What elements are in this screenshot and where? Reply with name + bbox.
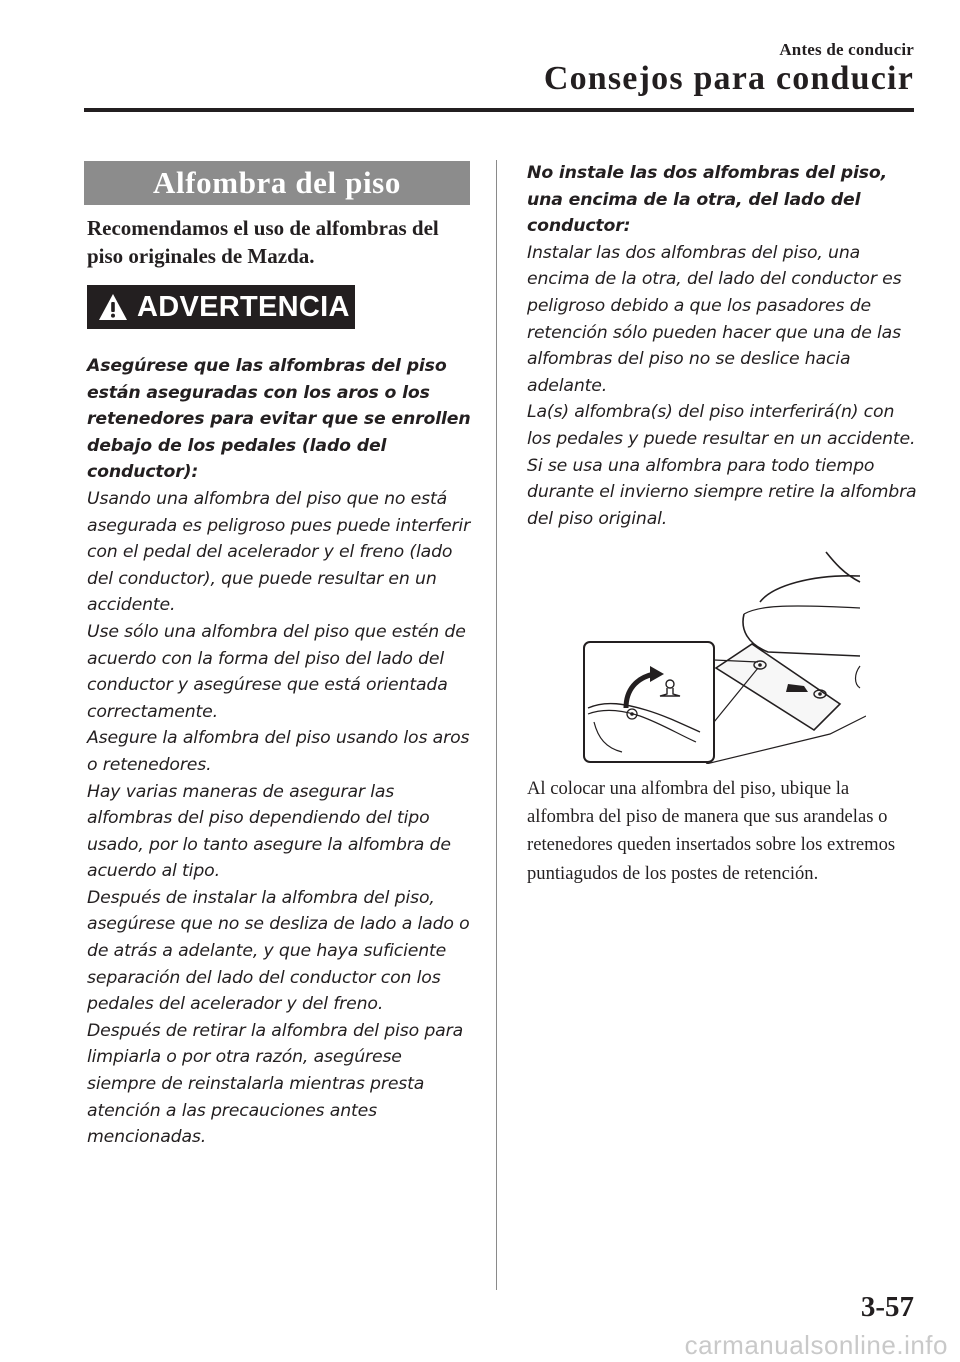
- warning-right-paragraph: Si se usa una alfombra para todo tiempo durante el invierno siempre retire la alfombra del piso original.: [527, 455, 917, 529]
- warning-left-paragraph: Hay varias maneras de asegurar las alfombras del piso dependiendo del tipo usado, por lo tanto asegure la alfombra de acuerdo al tipo.: [87, 781, 451, 882]
- warning-triangle-icon: [97, 292, 129, 322]
- warning-right-block: [527, 160, 922, 532]
- warning-left-heading: Asegúrese que las alfombras del piso están aseguradas con los aros o los retenedores para evitar que se enrollen debajo de los pedales (lado del conductor):: [87, 356, 471, 483]
- warning-left-paragraph: Use sólo una alfombra del piso que estén de acuerdo con la forma del piso del lado del conductor y asegúrese que está orientada correctamente.: [87, 621, 466, 722]
- running-header-section: Antes de conducir: [779, 40, 914, 59]
- warning-left-paragraph: Usando una alfombra del piso que no está asegurada es peligroso pues puede interferir con el pedal del acelerador y el freno (lado del conductor), que puede resultar en un accidente.: [87, 488, 471, 616]
- floor-mat-illustration: [582, 548, 866, 764]
- warning-left-block: [87, 353, 472, 1151]
- watermark: carmanualsonline.info: [684, 1330, 948, 1360]
- warning-right-heading: No instale las dos alfombras del piso, una encima de la otra, del lado del conductor:: [527, 163, 888, 237]
- warning-right-paragraph: La(s) alfombra(s) del piso interferirá(n) con los pedales y puede resultar en un accidente.: [527, 402, 916, 449]
- warning-left-paragraph: Asegure la alfombra del piso usando los aros o retenedores.: [87, 728, 470, 775]
- running-header-chapter: Consejos para conducir: [543, 60, 914, 97]
- page-number: 3-57: [860, 1291, 914, 1323]
- illustration-caption: Al colocar una alfombra del piso, ubique la alfombra del piso de manera que sus arandelas o retenedores queden insertados sobre los extremos puntiagudos de los postes de retención.: [527, 778, 896, 884]
- warning-left-paragraph: Después de instalar la alfombra del piso, asegúrese que no se desliza de lado a lado o de atrás a adelante, y que haya suficiente separación del lado del conductor con los pedales del acelerador y del freno.: [87, 887, 470, 1015]
- warning-label: ADVERTENCIA: [137, 290, 350, 323]
- column-divider: [496, 160, 497, 1290]
- warning-right-paragraph: Instalar las dos alfombras del piso, una encima de la otra, del lado del conductor es peligroso debido a que los pasadores de retención sólo pueden hacer que una de las alfombras del piso no se deslice hacia adelante.: [527, 242, 902, 396]
- warning-badge: [87, 285, 355, 329]
- warning-left-paragraph: Después de retirar la alfombra del piso para limpiarla o por otra razón, asegúrese siempre de reinstalarla mientras presta atención a las precauciones antes mencionadas.: [87, 1020, 464, 1148]
- header-rule: [84, 108, 914, 112]
- section-title: Alfombra del piso: [84, 161, 470, 205]
- intro-text: Recomendamos el uso de alfombras del piso originales de Mazda.: [87, 216, 439, 268]
